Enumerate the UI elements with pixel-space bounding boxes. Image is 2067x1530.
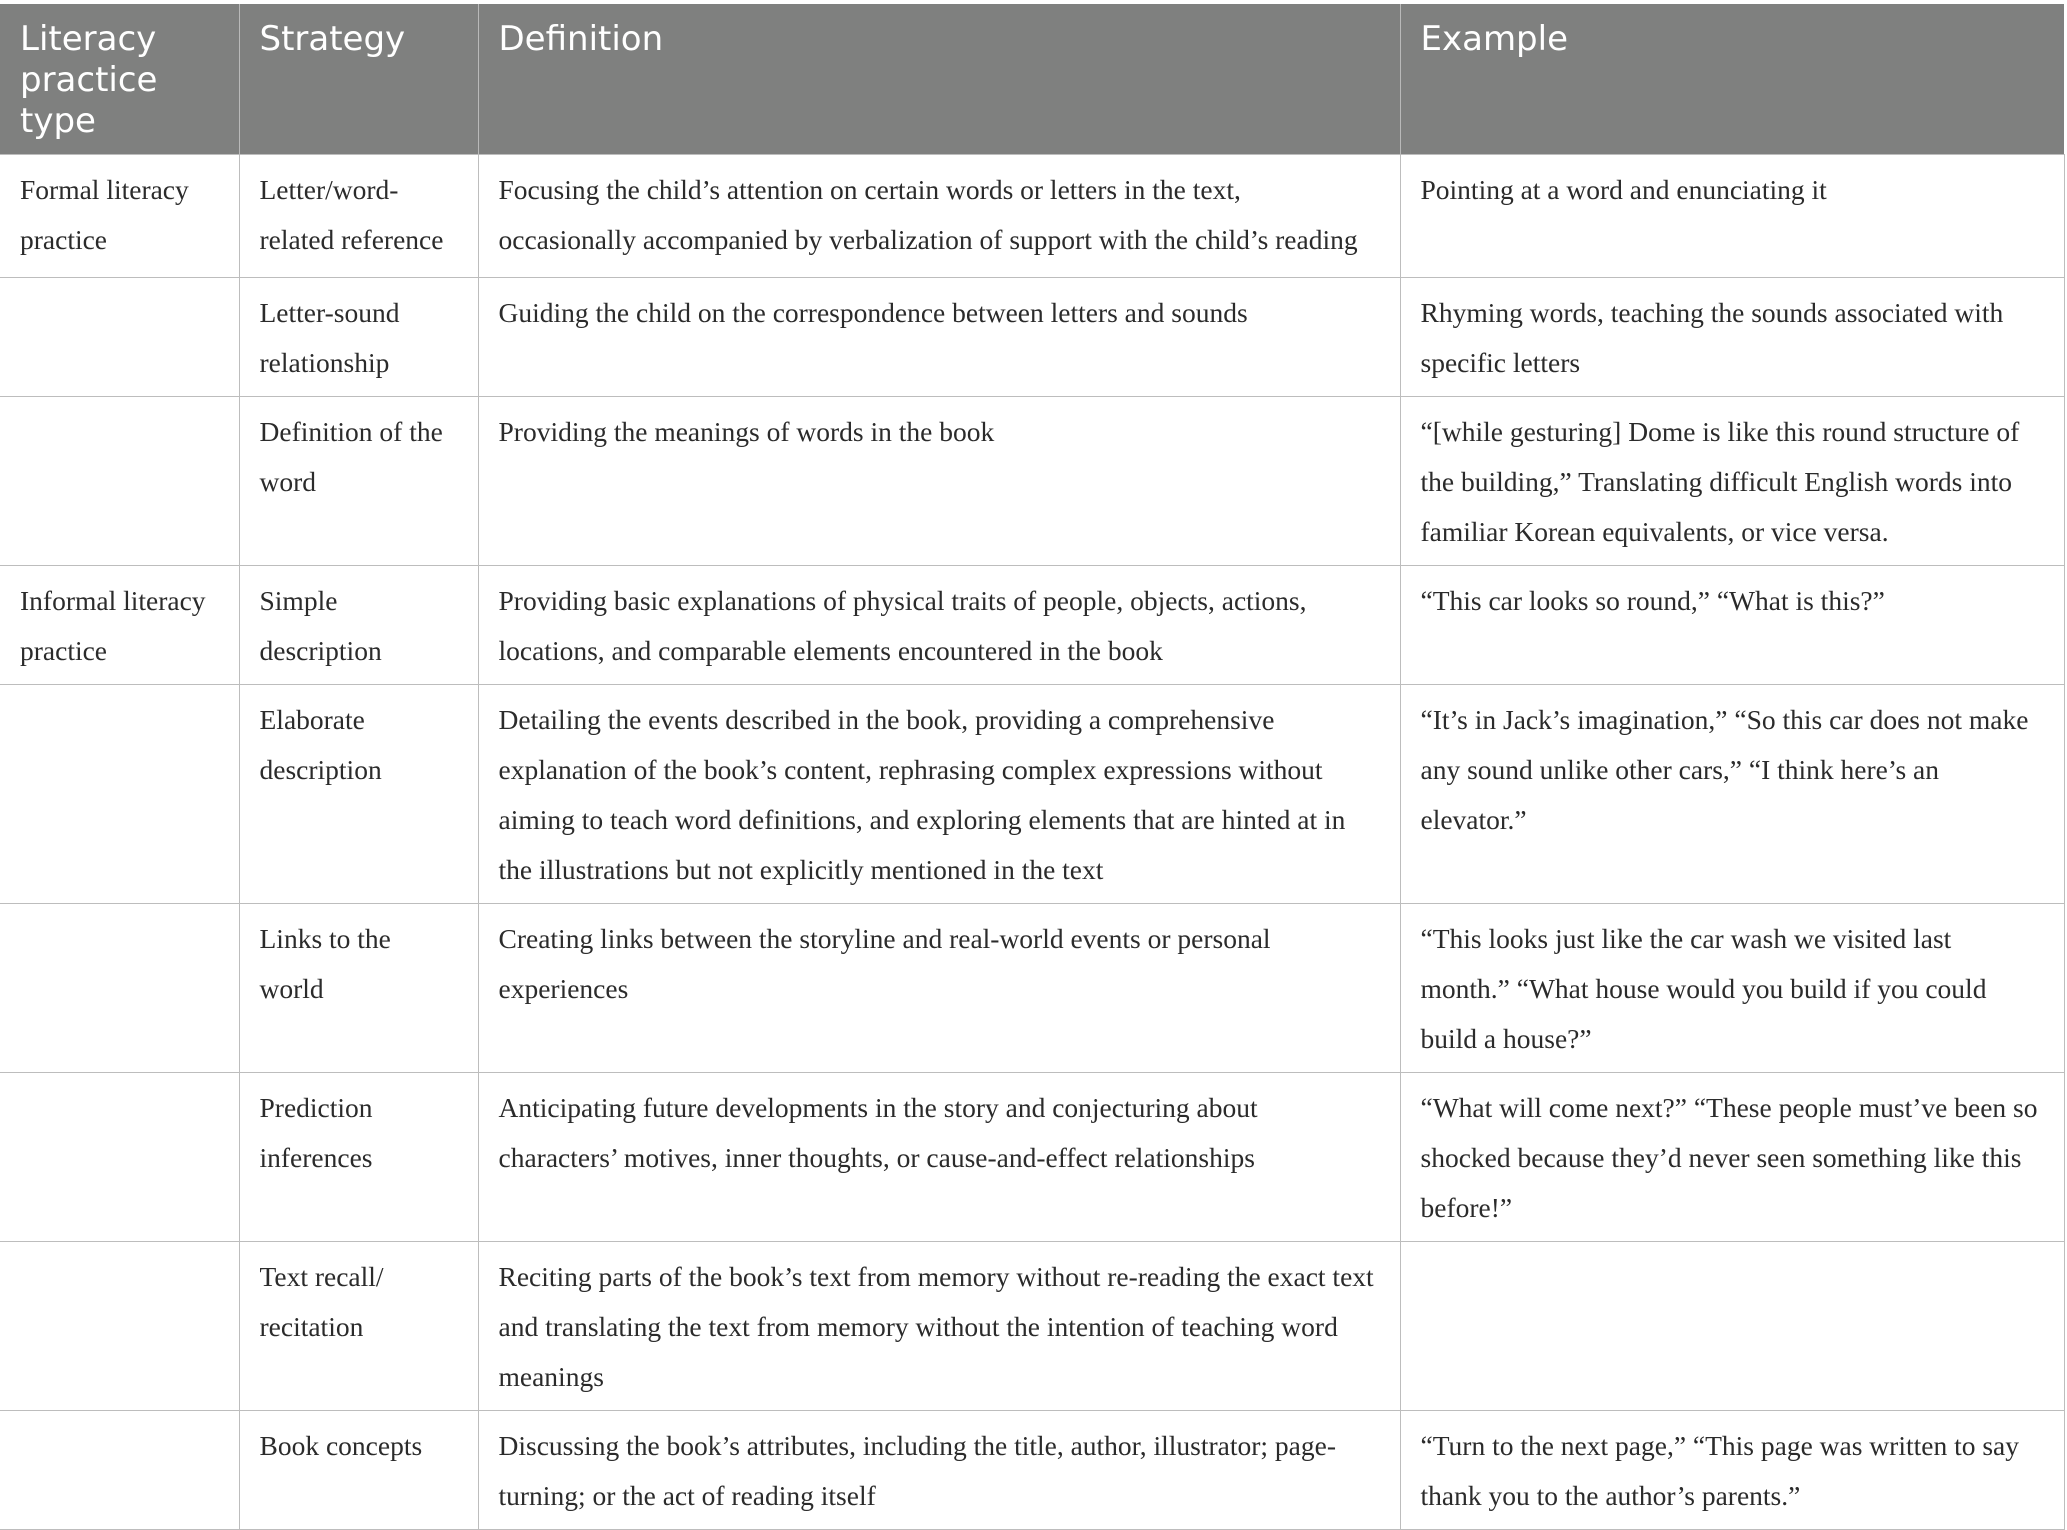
- table-row: [0, 1411, 2064, 1530]
- cell-type: Informal literacy practice: [0, 566, 239, 685]
- cell-type: Formal literacy practice: [0, 155, 239, 278]
- cell-example: “Turn to the next page,” “This page was written to say thank you to the author’s parents.”: [1400, 1411, 2064, 1530]
- table-row: [0, 685, 2064, 904]
- table-row: [0, 1073, 2064, 1242]
- cell-definition: Guiding the child on the correspondence between letters and sounds: [478, 278, 1400, 397]
- table-row: [0, 1242, 2064, 1411]
- table-header-row: [0, 4, 2064, 155]
- literacy-practice-table: [0, 4, 2065, 1530]
- cell-example: “This looks just like the car wash we visited last month.” “What house would you build if you could build a house?”: [1400, 904, 2064, 1073]
- cell-strategy: Text recall/ recitation: [239, 1242, 478, 1411]
- cell-definition: Providing the meanings of words in the book: [478, 397, 1400, 566]
- table-row: [0, 904, 2064, 1073]
- cell-definition: Reciting parts of the book’s text from memory without re-reading the exact text and translating the text from memory without the intention of teaching word meanings: [478, 1242, 1400, 1411]
- cell-definition: Focusing the child’s attention on certain words or letters in the text, occasionally accompanied by verbalization of support with the child’s reading: [478, 155, 1400, 278]
- cell-example: “This car looks so round,” “What is this?”: [1400, 566, 2064, 685]
- cell-strategy: Simple description: [239, 566, 478, 685]
- cell-type: [0, 278, 239, 397]
- cell-strategy: Book concepts: [239, 1411, 478, 1530]
- cell-strategy: Elaborate description: [239, 685, 478, 904]
- cell-type: [0, 685, 239, 904]
- cell-example: [1400, 1242, 2064, 1411]
- cell-strategy: Prediction inferences: [239, 1073, 478, 1242]
- cell-definition: Creating links between the storyline and real-world events or personal experiences: [478, 904, 1400, 1073]
- cell-definition: Detailing the events described in the book, providing a comprehensive explanation of the book’s content, rephrasing complex expressions without aiming to teach word definitions, and exploring elements that are hinted at in the illustrations but not explicitly mentioned in the text: [478, 685, 1400, 904]
- header-strategy: Strategy: [239, 4, 478, 155]
- header-definition: Definition: [478, 4, 1400, 155]
- cell-definition: Anticipating future developments in the story and conjecturing about characters’ motives, inner thoughts, or cause-and-effect relationships: [478, 1073, 1400, 1242]
- header-literacy-practice-type: Literacy practice type: [0, 4, 239, 155]
- table-row: [0, 155, 2064, 278]
- table-row: [0, 397, 2064, 566]
- cell-example: “[while gesturing] Dome is like this round structure of the building,” Translating difficult English words into familiar Korean equivalents, or vice versa.: [1400, 397, 2064, 566]
- literacy-practice-table-container: [0, 4, 2064, 1530]
- cell-strategy: Letter-sound relationship: [239, 278, 478, 397]
- cell-type: [0, 904, 239, 1073]
- cell-type: [0, 1411, 239, 1530]
- table-row: [0, 566, 2064, 685]
- cell-example: “It’s in Jack’s imagination,” “So this car does not make any sound unlike other cars,” “I think here’s an elevator.”: [1400, 685, 2064, 904]
- header-example: Example: [1400, 4, 2064, 155]
- cell-type: [0, 1073, 239, 1242]
- cell-type: [0, 397, 239, 566]
- cell-example: Pointing at a word and enunciating it: [1400, 155, 2064, 278]
- cell-example: “What will come next?” “These people must’ve been so shocked because they’d never seen something like this before!”: [1400, 1073, 2064, 1242]
- cell-strategy: Links to the world: [239, 904, 478, 1073]
- table-row: [0, 278, 2064, 397]
- cell-type: [0, 1242, 239, 1411]
- cell-definition: Discussing the book’s attributes, including the title, author, illustrator; page-turning; or the act of reading itself: [478, 1411, 1400, 1530]
- cell-strategy: Definition of the word: [239, 397, 478, 566]
- cell-example: Rhyming words, teaching the sounds associated with specific letters: [1400, 278, 2064, 397]
- cell-strategy: Letter/word-related reference: [239, 155, 478, 278]
- cell-definition: Providing basic explanations of physical traits of people, objects, actions, locations, and comparable elements encountered in the book: [478, 566, 1400, 685]
